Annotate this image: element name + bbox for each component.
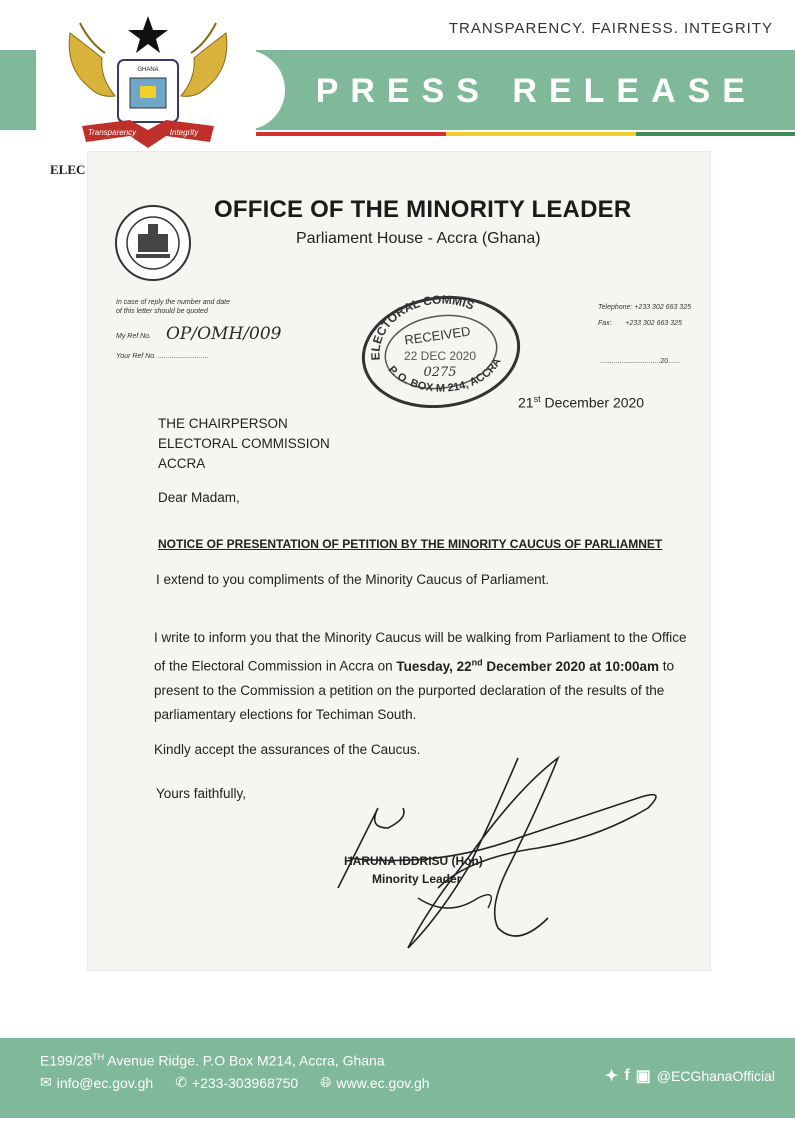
stamp-top-text: ELECTORAL COMMIS: [368, 292, 477, 361]
footer-website[interactable]: [320, 1074, 429, 1091]
stripe-green: [636, 132, 795, 136]
addressee-line: THE CHAIRPERSON: [158, 416, 288, 431]
notice-heading: NOTICE OF PRESENTATION OF PETITION BY THE MINORITY CAUCUS OF PARLIAMNET: [158, 537, 663, 551]
stamp-number: 0275: [423, 365, 457, 380]
twitter-icon[interactable]: ✦: [604, 1068, 619, 1085]
parliament-seal-icon: [114, 204, 192, 282]
electoral-commission-crest-logo: [60, 8, 236, 158]
letter-date: 21st December 2020: [518, 394, 645, 411]
stamp-bottom-text: P. O. BOX M 214, ACCRA: [385, 356, 504, 395]
cut-off-heading: ELEC: [50, 162, 86, 177]
mail-icon: ✉: [40, 1074, 52, 1090]
crest-ribbon-right: Integrity: [169, 128, 199, 137]
contact-block: [598, 300, 708, 332]
handwritten-signature: [318, 748, 678, 958]
footer: [0, 1038, 795, 1118]
stripe-yellow: [446, 132, 636, 136]
your-ref-label: Your Ref No. ..........................: [116, 353, 209, 360]
stamp-date: 22 DEC 2020: [403, 349, 477, 363]
header-band-left: [0, 50, 36, 130]
press-release-title: PRESS RELEASE: [315, 72, 757, 110]
my-ref-label: My Ref No.: [116, 333, 152, 340]
paragraph-assurances: Kindly accept the assurances of the Caucus.: [154, 742, 421, 757]
email-text: info@ec.gov.gh: [56, 1074, 154, 1091]
social-handle[interactable]: @ECGhanaOfficial: [656, 1068, 775, 1084]
footer-email[interactable]: [40, 1074, 153, 1091]
reference-note: In case of reply the number and date of this letter should be quoted: [116, 299, 231, 315]
addressee-line: ACCRA: [158, 456, 206, 471]
footer-phone[interactable]: [175, 1074, 298, 1091]
fax-value: +233 302 663 325: [625, 320, 682, 327]
closing: Yours faithfully,: [156, 786, 247, 801]
tagline: TRANSPARENCY. FAIRNESS. INTEGRITY: [448, 20, 773, 37]
fax-label: Fax:: [598, 320, 612, 327]
salutation: Dear Madam,: [158, 490, 240, 505]
website-text: www.ec.gov.gh: [336, 1074, 430, 1091]
globe-icon: 🌐︎: [320, 1074, 332, 1090]
facebook-icon[interactable]: f: [624, 1067, 630, 1084]
stamp-received: RECEIVED: [403, 323, 472, 348]
letter-scan: [88, 152, 710, 970]
stripe-red: [256, 132, 446, 136]
signatory-name: HARUNA IDDRISU (Hon): [344, 854, 483, 868]
signatory-title: Minority Leader: [372, 872, 462, 886]
addressee-block: [158, 414, 330, 474]
footer-social: [605, 1066, 775, 1086]
footer-contacts: [40, 1074, 430, 1091]
phone-icon: ✆: [175, 1074, 187, 1090]
received-stamp: [358, 290, 524, 408]
telephone-value: +233 302 663 325: [634, 304, 691, 311]
footer-address: E199/28TH Avenue Ridge. P.O Box M214, Accra, Ghana: [40, 1052, 385, 1069]
my-ref-value: OP/OMH/009: [166, 324, 282, 344]
addressee-line: ELECTORAL COMMISSION: [158, 436, 330, 451]
svg-text:GHANA: GHANA: [137, 67, 159, 73]
instagram-icon[interactable]: ▣: [635, 1068, 651, 1085]
paragraph-notice: I write to inform you that the Minority Caucus will be walking from Parliament to the Office of the Electoral Commission in Accra on Tuesday, 22nd December 2020 at 10:00am to present to the Commission a petition on the purported declaration of the results of the parliamentary elections for Techiman South.: [154, 630, 687, 722]
date-blank: ...............................20......: [600, 358, 680, 365]
office-title: OFFICE OF THE MINORITY LEADER: [214, 196, 632, 223]
telephone-label: Telephone:: [598, 304, 633, 311]
paragraph-compliments: I extend to you compliments of the Minority Caucus of Parliament.: [156, 572, 550, 587]
phone-text: +233-303968750: [191, 1074, 299, 1091]
office-subtitle: Parliament House - Accra (Ghana): [296, 230, 541, 247]
crest-ribbon-left: Transparency: [87, 128, 137, 137]
